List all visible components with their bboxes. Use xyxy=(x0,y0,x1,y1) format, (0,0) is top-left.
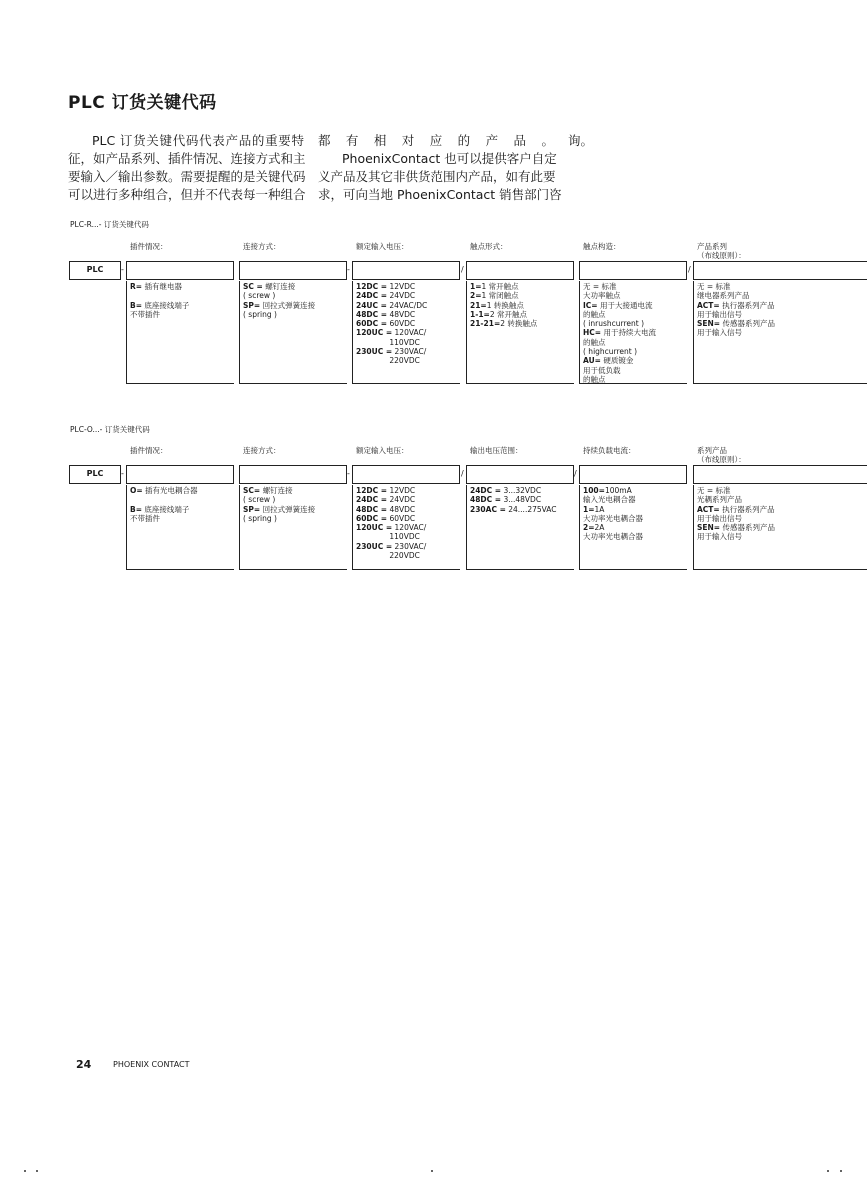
option-line: 60DC = 60VDC xyxy=(356,319,416,329)
option-list xyxy=(352,485,460,570)
option-line: 2=1 常闭触点 xyxy=(470,291,519,301)
option-line: B= 底座接线端子 xyxy=(130,504,190,514)
intro-line: 可以进行多种组合，但并不代表每一种组合 xyxy=(68,187,306,202)
code-entry-box xyxy=(126,261,234,280)
option-line: 的触点 xyxy=(583,337,606,347)
option-line: 用于输出信号 xyxy=(697,309,742,319)
code-separator: - xyxy=(121,469,124,478)
column-header xyxy=(697,242,746,260)
corner-mark xyxy=(840,1170,842,1172)
column-header xyxy=(243,242,281,251)
option-list xyxy=(466,485,574,570)
corner-mark xyxy=(827,1170,829,1172)
option-line: ACT= 执行器系列产品 xyxy=(697,300,775,310)
column-header-line: 持续负载电流： xyxy=(583,446,636,455)
column-header xyxy=(130,446,168,455)
column-header-line: 插件情况： xyxy=(130,242,168,251)
column-header xyxy=(470,242,508,251)
corner-mark xyxy=(36,1170,38,1172)
option-line: 大功率光电耦合器 xyxy=(583,532,643,542)
column-header-line: 连接方式： xyxy=(243,242,281,251)
option-line: 12DC = 12VDC xyxy=(356,282,416,291)
option-line: 不带插件 xyxy=(130,513,160,523)
option-line: 21=1 转换触点 xyxy=(470,300,524,310)
code-entry-box xyxy=(579,261,687,280)
code-entry-box xyxy=(239,261,347,280)
code-entry-box xyxy=(693,465,867,484)
option-line: O= 插有光电耦合器 xyxy=(130,486,198,495)
intro-column-2 xyxy=(318,132,562,204)
section-label: PLC-O...- 订货关键代码 xyxy=(70,425,150,434)
intro-line: 义产品及其它非供货范围内产品，如有此要 xyxy=(318,169,556,184)
code-separator: - xyxy=(121,265,124,274)
column-header-line: 额定输入电压： xyxy=(356,242,409,251)
option-line: 用于输出信号 xyxy=(697,513,742,523)
column-header xyxy=(243,446,281,455)
option-line: SC= 螺钉连接 xyxy=(243,486,293,495)
footer-brand: PHOENIX CONTACT xyxy=(113,1060,190,1069)
column-header-line: 触点形式： xyxy=(470,242,508,251)
page-title: PLC 订货关键代码 xyxy=(68,93,217,113)
column-header xyxy=(470,446,523,455)
intro-column-1 xyxy=(68,132,304,204)
option-line xyxy=(130,495,234,504)
corner-mark xyxy=(24,1170,26,1172)
code-entry-box xyxy=(693,261,867,280)
option-line: ( spring ) xyxy=(243,309,277,319)
option-line: 48DC = 3...48VDC xyxy=(470,495,542,505)
option-list xyxy=(126,281,234,384)
intro-line: PLC 订货关键代码代表产品的重要特 xyxy=(92,133,304,148)
option-line: 的触点 xyxy=(583,309,606,319)
intro-line: 要输入／输出参数。需要提醒的是关键代码 xyxy=(68,169,306,184)
option-list xyxy=(239,485,347,570)
option-line: ( screw ) xyxy=(243,495,276,505)
option-line: 21-21=2 转换触点 xyxy=(470,319,538,329)
column-header xyxy=(697,446,746,464)
code-separator: / xyxy=(461,265,464,274)
option-line: 110VDC xyxy=(356,337,420,347)
option-line: ( spring ) xyxy=(243,513,277,523)
intro-column-3 xyxy=(568,132,628,150)
column-header-line: 连接方式： xyxy=(243,446,281,455)
section-label: PLC-R...- 订货关键代码 xyxy=(70,220,149,229)
option-line: 230UC = 230VAC/ xyxy=(356,541,427,551)
option-line: 220VDC xyxy=(356,551,420,561)
option-line: 大功率触点 xyxy=(583,291,621,301)
option-line: 12DC = 12VDC xyxy=(356,486,416,495)
option-line: ( screw ) xyxy=(243,291,276,301)
option-list xyxy=(126,485,234,570)
option-line: 24DC = 24VDC xyxy=(356,291,416,301)
intro-line: 求，可向当地 PhoenixContact 销售部门咨 xyxy=(318,187,562,202)
code-entry-box xyxy=(352,261,460,280)
corner-mark xyxy=(431,1170,433,1172)
option-line: IC= 用于大接通电流 xyxy=(583,300,653,310)
option-line: ( inrushcurrent ) xyxy=(583,319,645,329)
option-line: 无 = 标准 xyxy=(583,282,617,291)
option-line: 无 = 标准 xyxy=(697,486,731,495)
option-line: 用于输入信号 xyxy=(697,328,742,338)
column-header-line: 额定输入电压： xyxy=(356,446,409,455)
option-line: 24DC = 3...32VDC xyxy=(470,486,542,495)
option-line: 110VDC xyxy=(356,532,420,542)
intro-line: PhoenixContact 也可以提供客户自定 xyxy=(342,151,557,166)
column-header xyxy=(583,242,621,251)
option-line: 继电器系列产品 xyxy=(697,291,750,301)
column-header-line: 触点构造： xyxy=(583,242,621,251)
code-entry-box xyxy=(352,465,460,484)
option-line: 大功率光电耦合器 xyxy=(583,513,643,523)
option-line: 用于低负载 xyxy=(583,365,621,375)
column-header xyxy=(356,446,409,455)
option-line: 120UC = 120VAC/ xyxy=(356,328,427,338)
option-line: HC= 用于持续大电流 xyxy=(583,328,656,338)
option-line: 48DC = 48VDC xyxy=(356,309,416,319)
code-entry-box xyxy=(126,465,234,484)
code-entry-box xyxy=(239,465,347,484)
column-header-line: 输出电压范围： xyxy=(470,446,523,455)
code-separator: - xyxy=(347,265,350,274)
option-line: 无 = 标准 xyxy=(697,282,731,291)
option-line: SC = 螺钉连接 xyxy=(243,282,296,291)
option-line: 1=1A xyxy=(583,504,605,514)
code-separator: - xyxy=(347,469,350,478)
column-header-line: （布线原则）： xyxy=(697,455,746,464)
option-list xyxy=(693,281,867,384)
option-line: 用于输入信号 xyxy=(697,532,742,542)
option-line: R= 插有继电器 xyxy=(130,282,182,291)
code-entry-box xyxy=(466,261,574,280)
column-header xyxy=(130,242,168,251)
option-line xyxy=(130,291,234,300)
option-line: AU= 硬质镀金 xyxy=(583,356,634,366)
option-line: 光耦系列产品 xyxy=(697,495,742,505)
intro-line: 询。 xyxy=(568,133,594,148)
option-line: 48DC = 48VDC xyxy=(356,504,416,514)
code-entry-box xyxy=(579,465,687,484)
option-list xyxy=(239,281,347,384)
option-line: 100=100mA xyxy=(583,486,632,495)
column-header-line: 系列产品 xyxy=(697,446,727,455)
option-line: 1=1 常开触点 xyxy=(470,282,519,291)
column-header-line: （布线原则）： xyxy=(697,251,746,260)
column-header xyxy=(583,446,636,455)
option-line: SP= 回拉式弹簧连接 xyxy=(243,504,316,514)
code-separator: / xyxy=(574,469,577,478)
intro-line: 都有相对应的产品。 xyxy=(318,133,554,148)
product-code-box: PLC xyxy=(69,261,121,280)
option-line: SP= 回拉式弹簧连接 xyxy=(243,300,316,310)
option-list xyxy=(352,281,460,384)
page-number: 24 xyxy=(76,1058,92,1071)
option-line: 输入光电耦合器 xyxy=(583,495,636,505)
column-header-line: 产品系列 xyxy=(697,242,727,251)
code-separator: / xyxy=(461,469,464,478)
option-line: 不带插件 xyxy=(130,309,160,319)
option-line: 220VDC xyxy=(356,356,420,366)
option-line: 的触点 xyxy=(583,374,606,384)
option-line: 60DC = 60VDC xyxy=(356,513,416,523)
option-list xyxy=(579,485,687,570)
option-line: ( highcurrent ) xyxy=(583,347,638,357)
option-line: B= 底座接线端子 xyxy=(130,300,190,310)
option-line: 120UC = 120VAC/ xyxy=(356,523,427,533)
option-line: ACT= 执行器系列产品 xyxy=(697,504,775,514)
code-entry-box xyxy=(466,465,574,484)
option-line: 24UC = 24VAC/DC xyxy=(356,300,428,310)
option-list xyxy=(579,281,687,384)
column-header xyxy=(356,242,409,251)
option-list xyxy=(693,485,867,570)
option-line: 2=2A xyxy=(583,523,605,533)
column-header-line: 插件情况： xyxy=(130,446,168,455)
option-line: SEN= 传感器系列产品 xyxy=(697,319,775,329)
code-separator: / xyxy=(688,265,691,274)
intro-line: 征，如产品系列、插件情况、连接方式和主 xyxy=(68,151,306,166)
option-list xyxy=(466,281,574,384)
option-line: 230AC = 24....275VAC xyxy=(470,504,557,514)
option-line: 24DC = 24VDC xyxy=(356,495,416,505)
option-line: 230UC = 230VAC/ xyxy=(356,347,427,357)
option-line: 1-1=2 常开触点 xyxy=(470,309,527,319)
option-line: SEN= 传感器系列产品 xyxy=(697,523,775,533)
product-code-box: PLC xyxy=(69,465,121,484)
